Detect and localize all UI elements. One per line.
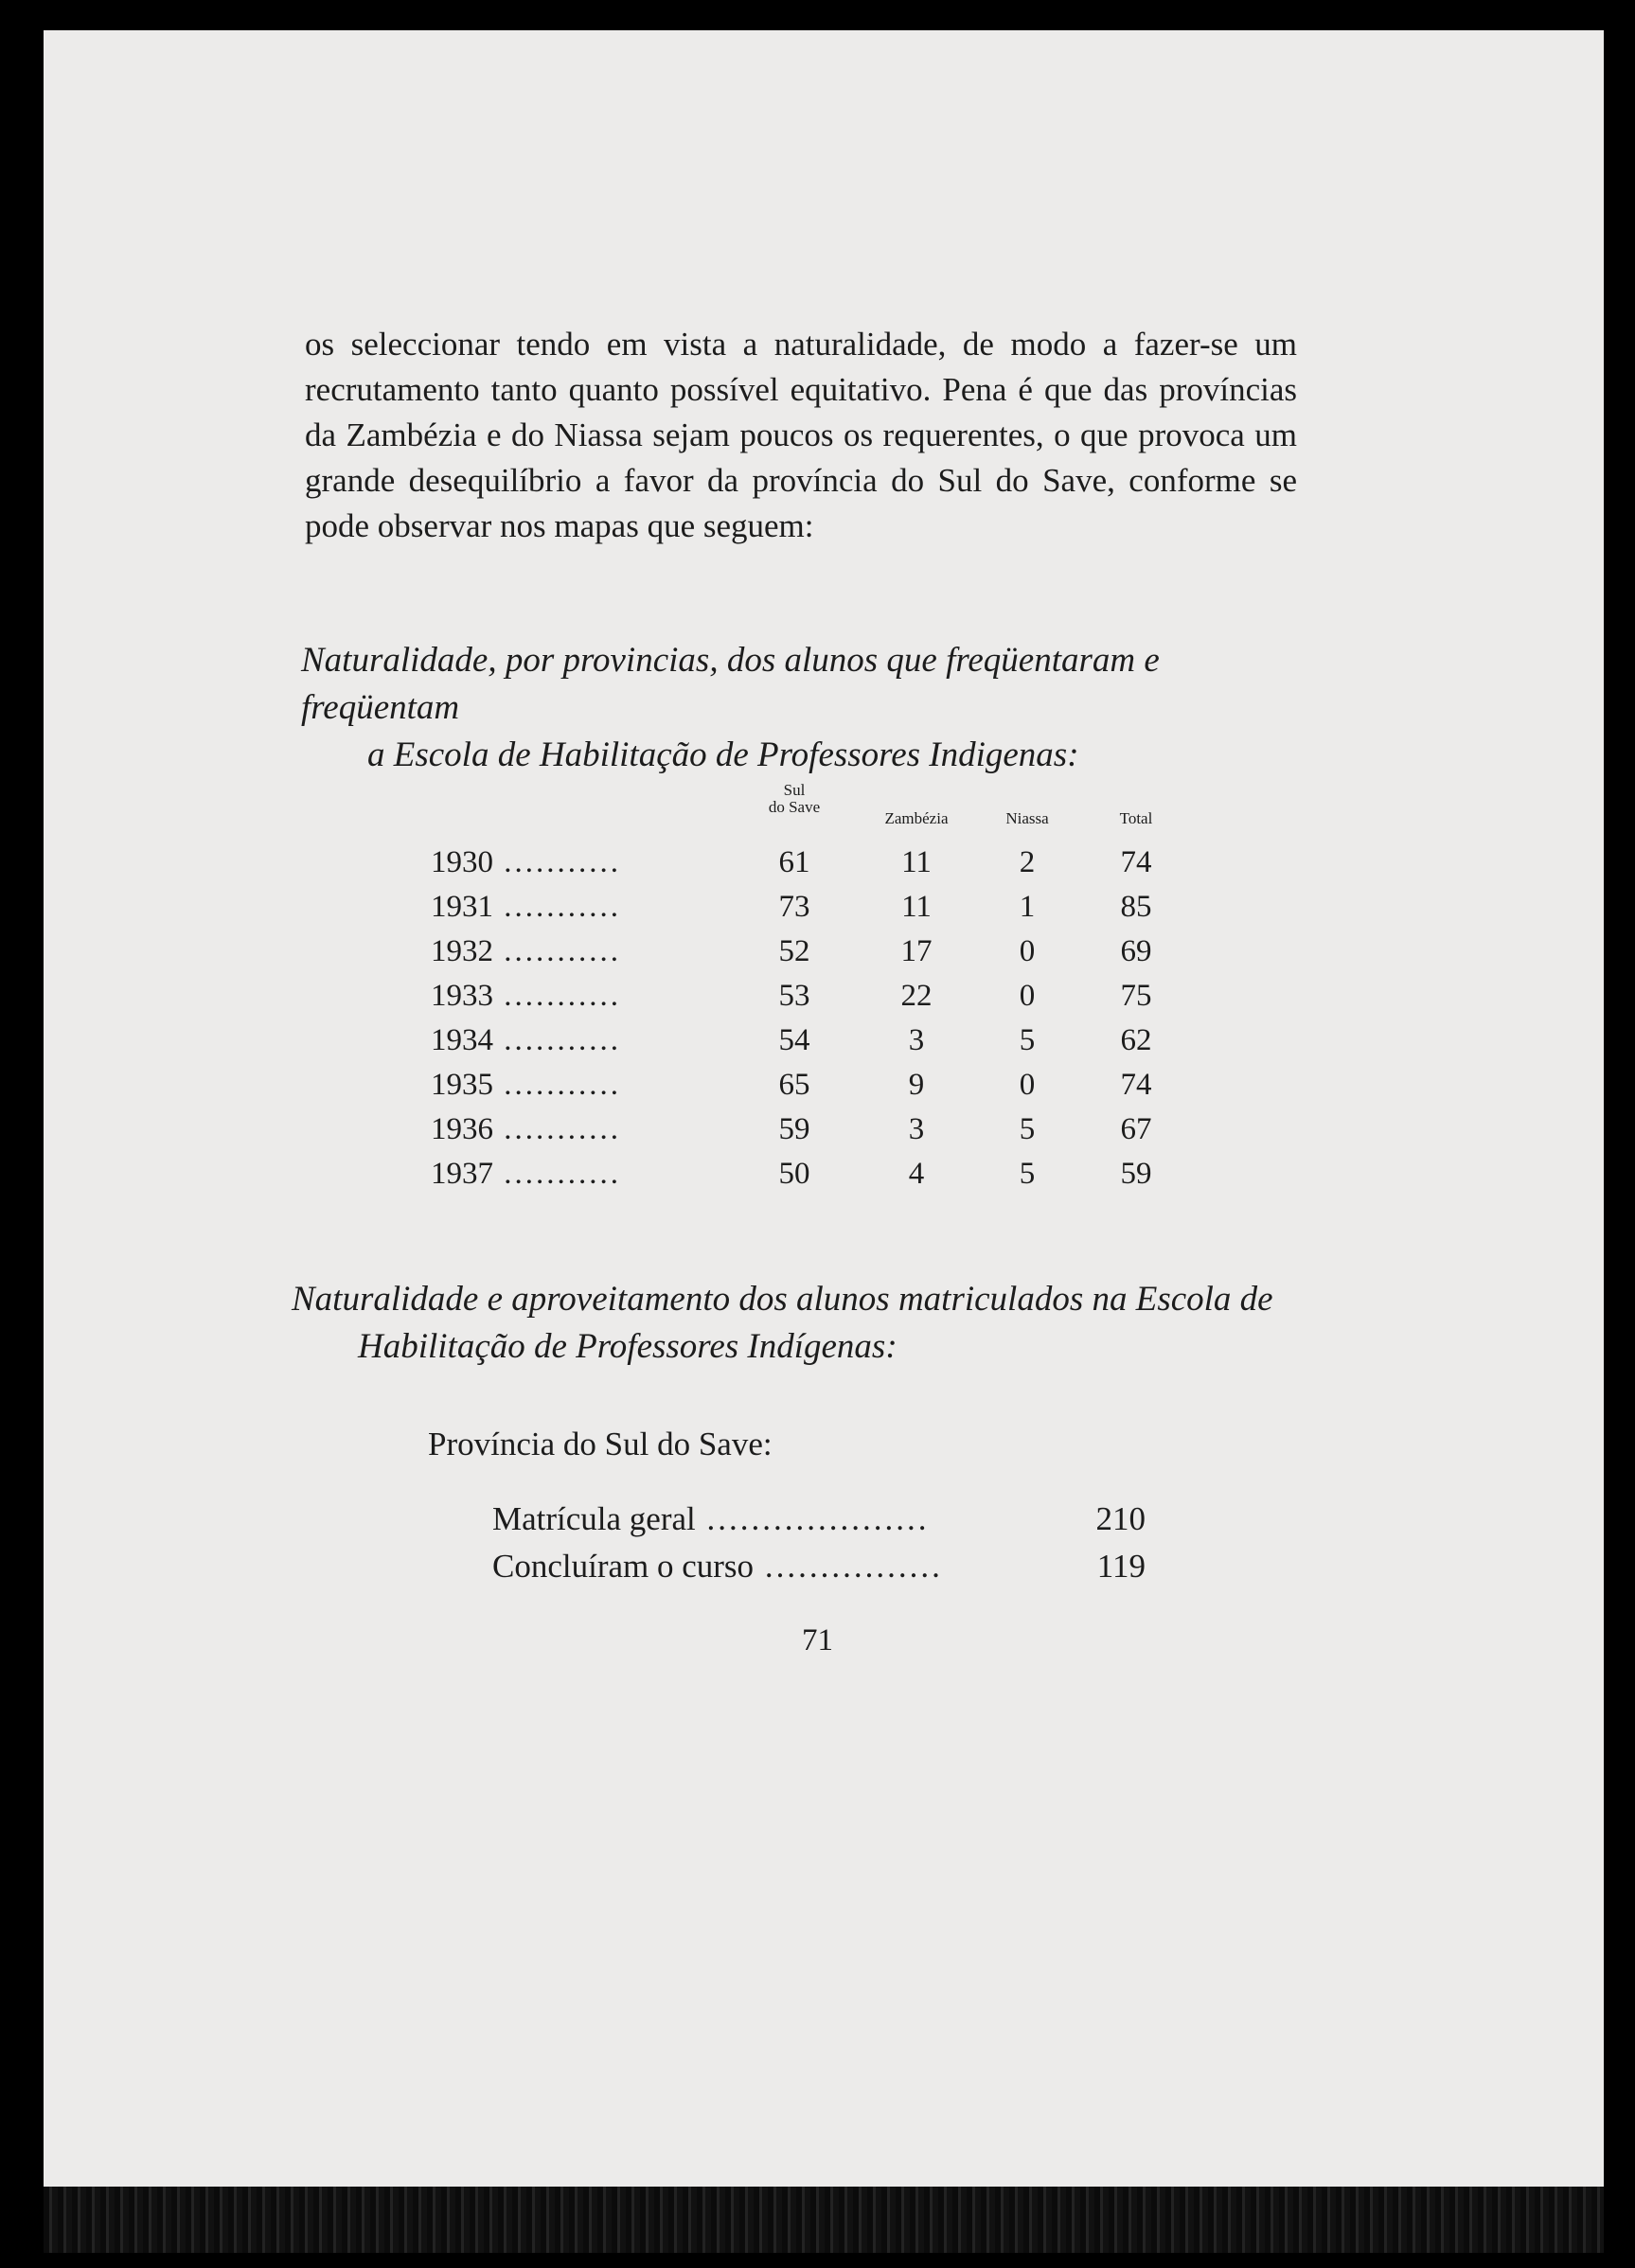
- table-cell: 67: [1120, 1112, 1152, 1146]
- table-row: [431, 1019, 1188, 1063]
- table-body: [431, 841, 1188, 1196]
- table-cell: 5: [1019, 1023, 1036, 1057]
- table-cell: 0: [1019, 979, 1036, 1013]
- table-cell: 59: [1120, 1157, 1152, 1191]
- table-cell: 3: [908, 1112, 925, 1146]
- table-cell: 52: [778, 934, 810, 968]
- table-row: [431, 1107, 1188, 1152]
- table-cell: 22: [900, 979, 933, 1013]
- table-cell: 59: [778, 1112, 810, 1146]
- table-cell: 5: [1019, 1157, 1036, 1191]
- table-row: [431, 1152, 1188, 1196]
- table-header: [431, 782, 1188, 841]
- table-cell: 74: [1120, 845, 1152, 879]
- table-cell: 9: [908, 1068, 925, 1102]
- column-header: Zambézia: [884, 809, 949, 827]
- caption-line: Naturalidade, por provincias, dos alunos que freqüentaram e freqüentam: [301, 641, 1160, 727]
- section-caption: [292, 1276, 1295, 1371]
- column-header-line: do Save: [768, 798, 821, 816]
- table-cell: 4: [908, 1157, 925, 1191]
- summary-row: [492, 1543, 1155, 1590]
- body-paragraph: os seleccionar tendo em vista a naturalidade, de modo a fazer-se um recrutamento tanto quanto possível equitativo. Pena é que das províncias da Zambézia e do Niassa sejam poucos os requerentes, o que provoca um grande desequilíbrio a favor da província do Sul do Save, conforme se pode observar nos mapas que seguem:: [305, 326, 1297, 544]
- table-cell: 50: [778, 1157, 810, 1191]
- table-cell: 17: [900, 934, 933, 968]
- year-label: 1931 ...........: [431, 890, 621, 924]
- summary-row: [492, 1496, 1155, 1543]
- table-cell: 0: [1019, 934, 1036, 968]
- caption-line: a Escola de Habilitação de Professores Indigenas:: [367, 735, 1079, 774]
- table-cell: 53: [778, 979, 810, 1013]
- caption-line: Habilitação de Professores Indígenas:: [358, 1327, 897, 1366]
- column-header: [738, 782, 851, 816]
- year-label: 1936 ...........: [431, 1112, 621, 1146]
- table-cell: 54: [778, 1023, 810, 1057]
- column-header: Niassa: [1005, 809, 1049, 827]
- column-header: Total: [1119, 809, 1153, 827]
- year-label: 1930 ...........: [431, 845, 621, 879]
- table-cell: 11: [901, 890, 932, 924]
- scan-border: [44, 2187, 1604, 2253]
- year-label: 1933 ...........: [431, 979, 621, 1013]
- table-cell: 5: [1019, 1112, 1036, 1146]
- table-row: [431, 930, 1188, 974]
- table-cell: 0: [1019, 1068, 1036, 1102]
- table-row: [431, 841, 1188, 885]
- table-cell: 75: [1120, 979, 1152, 1013]
- table-cell: 65: [778, 1068, 810, 1102]
- table-row: [431, 974, 1188, 1019]
- table-cell: 3: [908, 1023, 925, 1057]
- table-cell: 2: [1019, 845, 1036, 879]
- table-row: [431, 885, 1188, 930]
- year-label: 1935 ...........: [431, 1068, 621, 1102]
- table-cell: 1: [1019, 890, 1036, 924]
- page-number: 71: [802, 1623, 833, 1657]
- table-cell: 11: [901, 845, 932, 879]
- summary-list: [492, 1496, 1155, 1590]
- column-header-line: Sul: [783, 781, 806, 799]
- summary-label: Matrícula geral ....................: [492, 1500, 930, 1537]
- table-cell: 69: [1120, 934, 1152, 968]
- summary-value: 119: [1096, 1548, 1146, 1585]
- table-cell: 73: [778, 890, 810, 924]
- year-label: 1934 ...........: [431, 1023, 621, 1057]
- year-label: 1932 ...........: [431, 934, 621, 968]
- table-row: [431, 1063, 1188, 1107]
- province-heading: Província do Sul do Save:: [428, 1426, 773, 1462]
- table-cell: 61: [778, 845, 810, 879]
- table-cell: 85: [1120, 890, 1152, 924]
- year-label: 1937 ...........: [431, 1157, 621, 1191]
- caption-line: Naturalidade e aproveitamento dos alunos matriculados na Escola de: [292, 1280, 1273, 1319]
- table-caption: [301, 637, 1305, 779]
- summary-label: Concluíram o curso ................: [492, 1548, 943, 1585]
- summary-value: 210: [1095, 1500, 1146, 1537]
- naturalidade-table: [431, 782, 1188, 1196]
- table-cell: 62: [1120, 1023, 1152, 1057]
- table-cell: 74: [1120, 1068, 1152, 1102]
